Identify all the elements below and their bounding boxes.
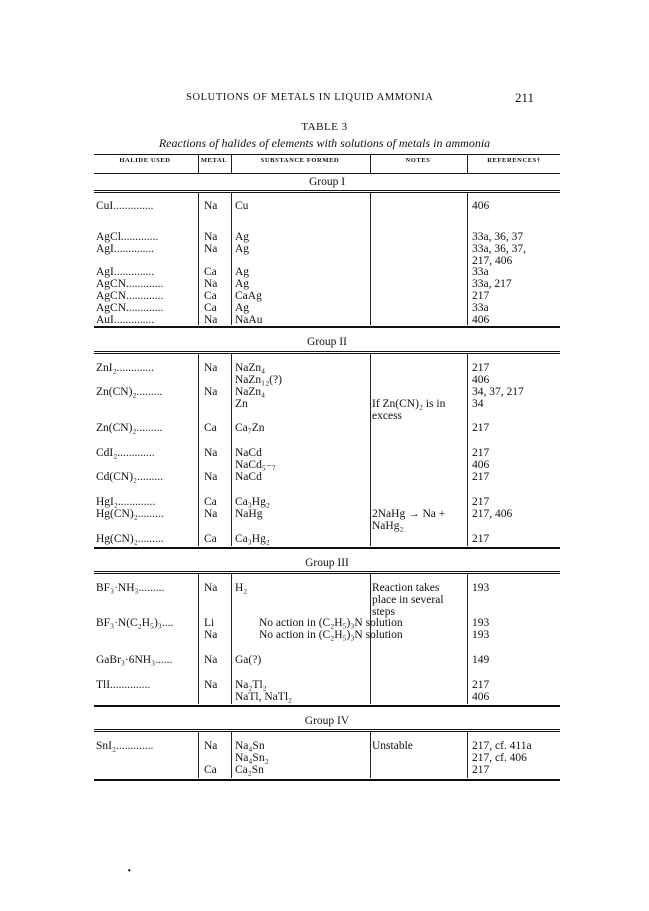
column-divider: [370, 732, 371, 778]
references-cell: 193: [472, 629, 490, 641]
references-cell: 217: [472, 533, 490, 545]
halide-cell: ZnI₂.............: [96, 362, 154, 374]
halide-cell: Cd(CN)₂.........: [96, 471, 163, 483]
halide-cell: AgI..............: [96, 266, 155, 278]
stray-mark: ·: [126, 860, 133, 882]
halide-cell: BF₃·NH₃.........: [96, 582, 165, 594]
substance-cell: Ca₂Sn: [235, 764, 264, 776]
substance-cell: Na₄Sn₂: [235, 752, 269, 764]
column-divider: [198, 354, 199, 546]
substance-cell: Ag: [235, 278, 250, 290]
column-divider: [231, 193, 232, 325]
references-cell: 33a: [472, 266, 489, 278]
references-cell: 193: [472, 582, 490, 594]
references-cell: 33a, 36, 37, 217, 406: [472, 243, 526, 267]
substance-cell: Ca₇Zn: [235, 422, 265, 434]
metal-cell: Ca: [204, 422, 217, 434]
references-cell: 406: [472, 200, 490, 212]
references-cell: 149: [472, 654, 490, 666]
halide-cell: Zn(CN)₂.........: [96, 422, 163, 434]
metal-cell: Ca: [204, 266, 217, 278]
col-head-metal: METAL: [200, 157, 228, 164]
halide-cell: AuI..............: [96, 314, 155, 326]
column-divider: [467, 354, 468, 546]
col-head-substance: SUBSTANCE FORMED: [260, 157, 340, 164]
substance-cell: Ca₃Hg₂: [235, 533, 270, 545]
metal-cell: Na: [204, 243, 218, 255]
references-cell: 217: [472, 496, 490, 508]
references-cell: 406: [472, 314, 490, 326]
column-divider: [198, 732, 199, 778]
halide-cell: AgCl.............: [96, 231, 159, 243]
group-bottom-rule: [94, 547, 560, 549]
substance-cell: NaHg: [235, 508, 263, 520]
metal-cell: Ca: [204, 496, 217, 508]
substance-cell: Ag: [235, 302, 250, 314]
references-cell: 406: [472, 374, 490, 386]
substance-cell: Cu: [235, 200, 249, 212]
col-head-halide: HALIDE USED: [119, 157, 171, 164]
group-bottom-rule: [94, 705, 560, 707]
metal-cell: Li: [204, 617, 215, 629]
group-bottom-rule: [94, 779, 560, 781]
substance-cell: Ag: [235, 243, 250, 255]
header-column-divider: [370, 155, 371, 173]
header-column-divider: [198, 155, 199, 173]
group-rule: [94, 190, 560, 191]
substance-cell: Zn: [235, 398, 248, 410]
references-cell: 34, 37, 217: [472, 386, 524, 398]
column-divider: [231, 574, 232, 704]
metal-cell: Na: [204, 654, 218, 666]
header-column-divider: [231, 155, 232, 173]
table-title: TABLE 3: [301, 121, 348, 133]
halide-cell: GaBr₃·6NH₃......: [96, 654, 173, 666]
metal-cell: Na: [204, 314, 218, 326]
notes-cell: Reaction takes place in several steps: [372, 582, 444, 618]
column-divider: [467, 574, 468, 704]
group-label: Group II: [307, 336, 347, 348]
column-divider: [231, 354, 232, 546]
metal-cell: Na: [204, 629, 218, 641]
halide-cell: BF₃·N(C₂H₅)₃....: [96, 617, 174, 629]
references-cell: 217: [472, 764, 490, 776]
substance-cell: Na₄Sn: [235, 740, 265, 752]
column-divider: [370, 193, 371, 325]
substance-cell: NaCd: [235, 471, 262, 483]
col-head-references: REFERENCES†: [487, 157, 541, 164]
halide-cell: CuI..............: [96, 200, 154, 212]
column-divider: [467, 193, 468, 325]
references-cell: 217: [472, 447, 490, 459]
references-cell: 406: [472, 459, 490, 471]
halide-cell: Hg(CN)₂.........: [96, 508, 164, 520]
substance-cell: NaTl, NaTl₂: [235, 691, 293, 703]
references-cell: 217: [472, 471, 490, 483]
metal-cell: Ca: [204, 533, 217, 545]
header-column-divider: [467, 155, 468, 173]
metal-cell: Na: [204, 231, 218, 243]
substance-cell: NaAu: [235, 314, 263, 326]
metal-cell: Na: [204, 679, 218, 691]
references-cell: 33a, 36, 37: [472, 231, 524, 243]
notes-cell: 2NaHg → Na + NaHg₂: [372, 508, 446, 532]
substance-cell: H₂: [235, 582, 248, 594]
header-rule: [94, 173, 560, 174]
substance-cell: Ag: [235, 231, 250, 243]
references-cell: 34: [472, 398, 484, 410]
references-cell: 193: [472, 617, 490, 629]
references-cell: 33a, 217: [472, 278, 512, 290]
substance-cell: Ag: [235, 266, 250, 278]
substance-cell: Ca₃Hg₂: [235, 496, 270, 508]
column-divider: [231, 732, 232, 778]
substance-cell: Na₂Tl₂: [235, 679, 267, 691]
group-rule: [94, 192, 560, 193]
table-top-rule: [94, 154, 560, 155]
halide-cell: Hg(CN)₂.........: [96, 533, 164, 545]
halide-cell: AgCN.............: [96, 290, 164, 302]
reactions-table: [94, 154, 560, 805]
group-rule: [94, 573, 560, 574]
references-cell: 217: [472, 422, 490, 434]
column-divider: [370, 354, 371, 546]
metal-cell: Na: [204, 471, 218, 483]
halide-cell: CdI₂.............: [96, 447, 155, 459]
group-rule: [94, 353, 560, 354]
halide-cell: SnI₂.............: [96, 740, 154, 752]
metal-cell: Na: [204, 386, 218, 398]
substance-cell: CaAg: [235, 290, 262, 302]
metal-cell: Ca: [204, 764, 217, 776]
column-divider: [198, 193, 199, 325]
metal-cell: Na: [204, 582, 218, 594]
references-cell: 217, 406: [472, 508, 513, 520]
col-head-notes: NOTES: [405, 157, 431, 164]
substance-cell: NaZn₁₂(?): [235, 374, 282, 386]
metal-cell: Na: [204, 362, 218, 374]
metal-cell: Na: [204, 447, 218, 459]
halide-cell: TlI..............: [96, 679, 151, 691]
group-bottom-rule: [94, 326, 560, 328]
metal-cell: Na: [204, 508, 218, 520]
page-number: 211: [515, 90, 535, 105]
metal-cell: Ca: [204, 302, 217, 314]
combined-note-cell: No action in (C₂H₅)₃N solution: [259, 617, 403, 629]
group-rule: [94, 351, 560, 352]
combined-note-cell: No action in (C₂H₅)₃N solution: [259, 629, 403, 641]
notes-cell: Unstable: [372, 740, 413, 752]
substance-cell: NaCd₅₋₇: [235, 459, 276, 471]
group-rule: [94, 729, 560, 730]
references-cell: 406: [472, 691, 490, 703]
group-label: Group III: [305, 557, 349, 569]
metal-cell: Ca: [204, 290, 217, 302]
metal-cell: Na: [204, 278, 218, 290]
metal-cell: Na: [204, 200, 218, 212]
halide-cell: AgI..............: [96, 243, 155, 255]
references-cell: 217: [472, 290, 490, 302]
substance-cell: NaZn₄: [235, 386, 266, 398]
notes-cell: If Zn(CN)₂ is in excess: [372, 398, 446, 422]
halide-cell: Zn(CN)₂.........: [96, 386, 163, 398]
references-cell: 217: [472, 679, 490, 691]
substance-cell: NaCd: [235, 447, 262, 459]
metal-cell: Na: [204, 740, 218, 752]
group-rule: [94, 571, 560, 572]
references-cell: 33a: [472, 302, 489, 314]
group-rule: [94, 731, 560, 732]
group-label: Group IV: [304, 715, 350, 727]
running-head: SOLUTIONS OF METALS IN LIQUID AMMONIA: [186, 92, 434, 103]
group-label: Group I: [308, 176, 346, 188]
references-cell: 217: [472, 362, 490, 374]
references-cell: 217, cf. 406: [472, 752, 527, 764]
halide-cell: AgCN.............: [96, 278, 164, 290]
column-divider: [198, 574, 199, 704]
substance-cell: NaZn₄: [235, 362, 266, 374]
page-header: [0, 92, 649, 106]
halide-cell: HgI₂.............: [96, 496, 156, 508]
column-divider: [467, 732, 468, 778]
references-cell: 217, cf. 411a: [472, 740, 532, 752]
substance-cell: Ga(?): [235, 654, 262, 666]
table-caption: Reactions of halides of elements with solutions of metals in ammonia: [158, 136, 491, 150]
halide-cell: AgCN.............: [96, 302, 164, 314]
